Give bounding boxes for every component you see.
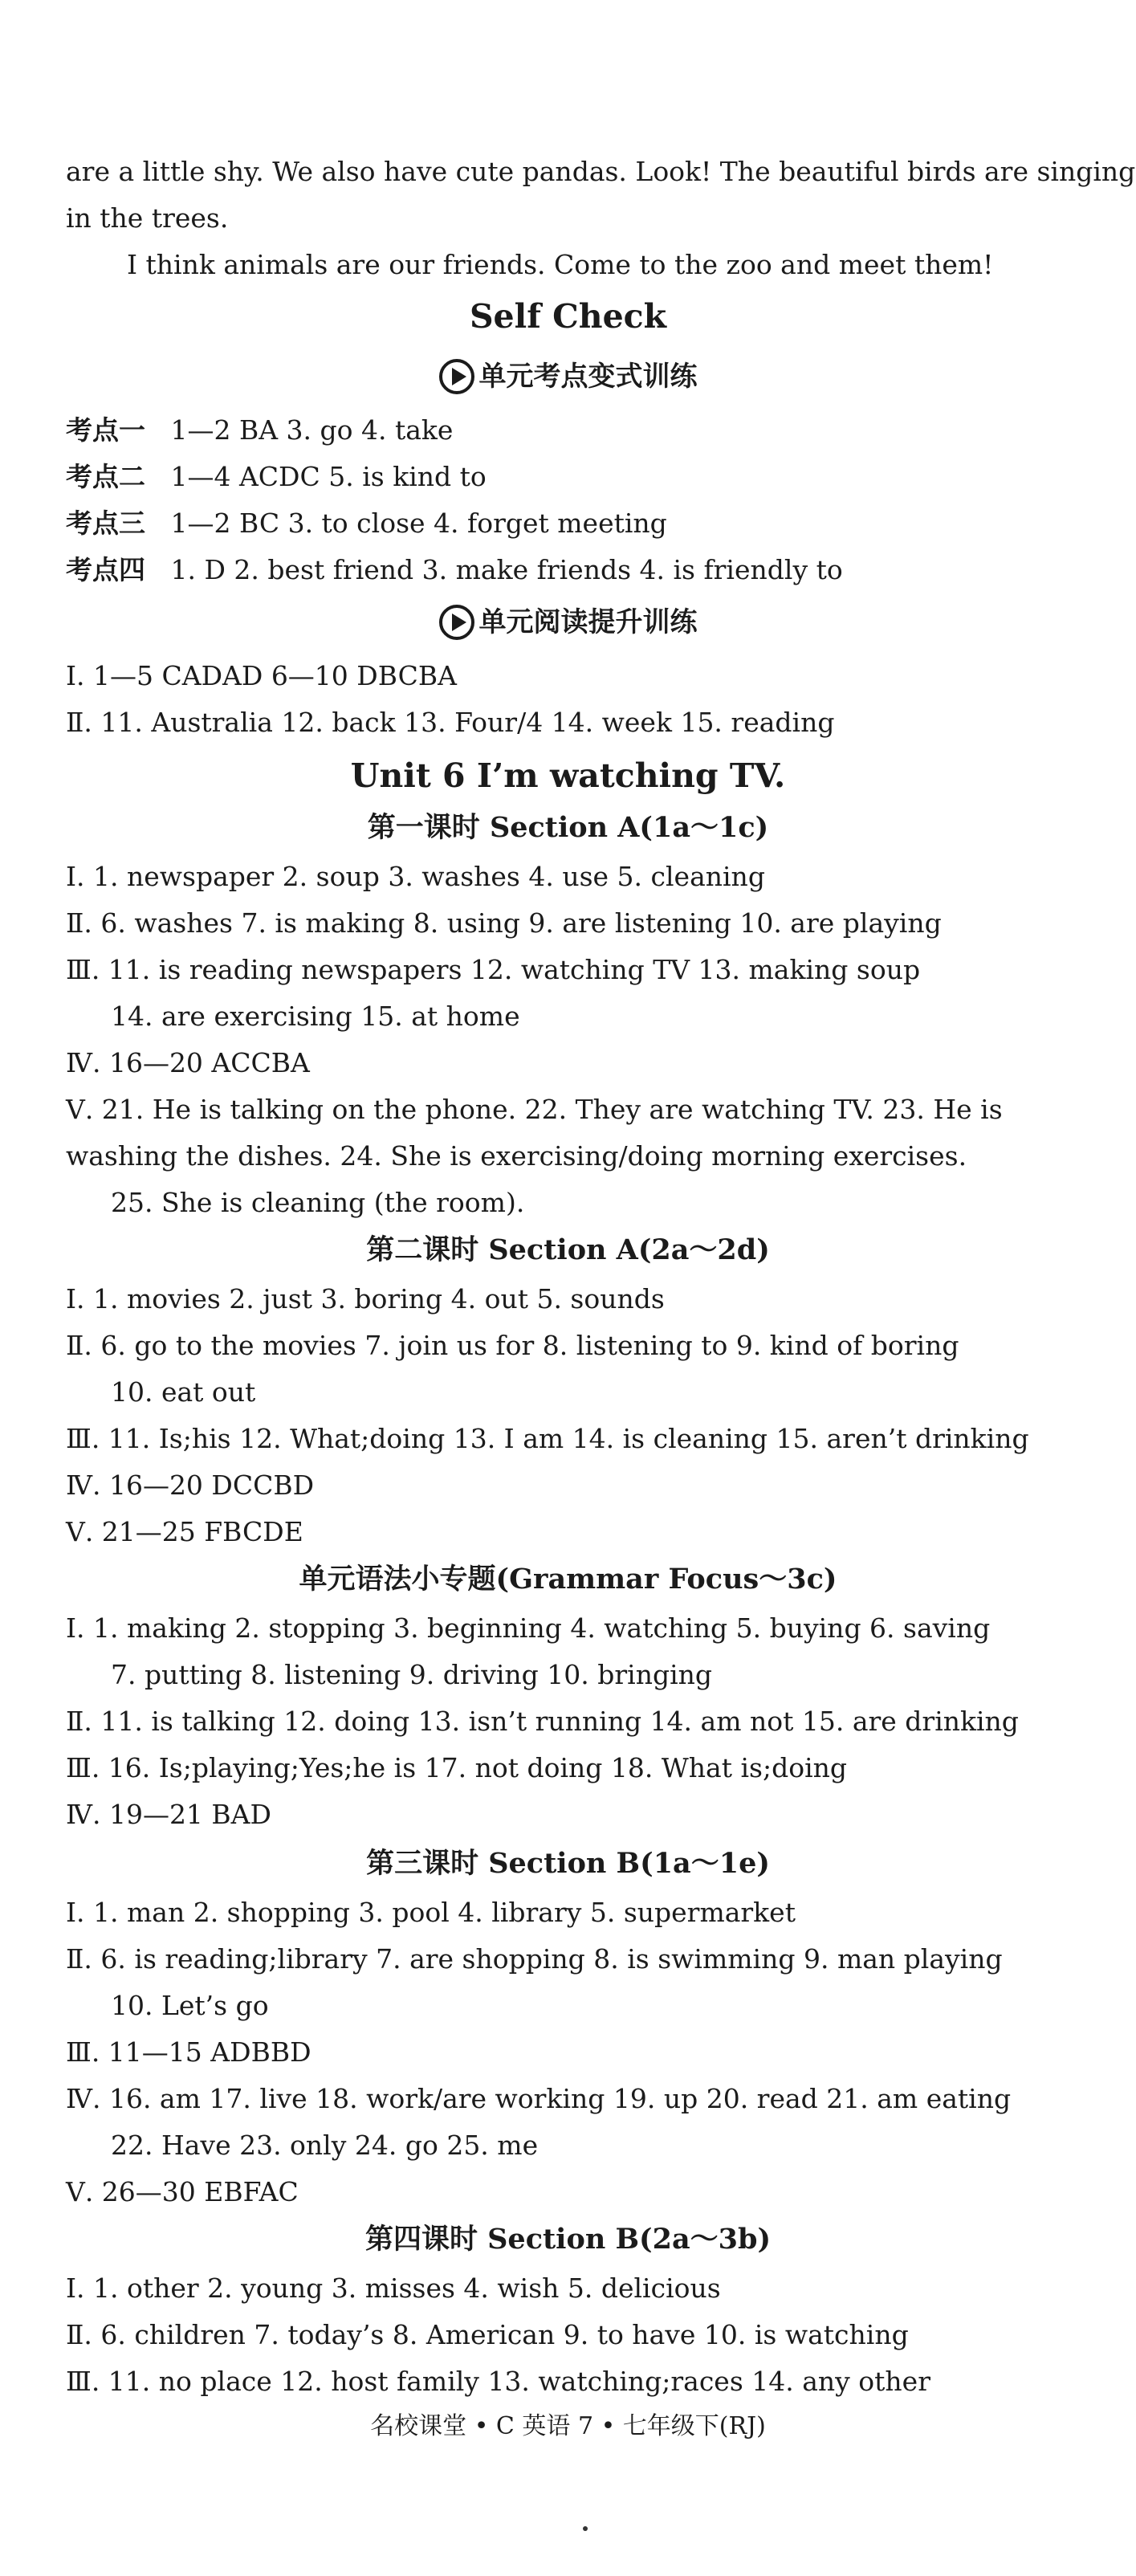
answer-line: Ⅰ. 1. movies 2. just 3. boring 4. out 5. sounds xyxy=(66,1283,665,1314)
answer-line: washing the dishes. 24. She is exercising/doing morning exercises. xyxy=(66,1140,967,1172)
lesson3-title: 第三课时 Section B(1a～1e) xyxy=(366,1847,770,1880)
kaodian-label: 考点三 xyxy=(66,507,145,539)
kaodian-row-2 xyxy=(66,458,487,496)
self-check-badge-1 xyxy=(0,357,1136,406)
lesson2-title: 第二课时 Section A(2a～2d) xyxy=(366,1233,770,1266)
answer-line: 22. Have 23. only 24. go 25. me xyxy=(111,2130,539,2161)
answer-line: Ⅱ. 6. children 7. today’s 8. American 9. to have 10. is watching xyxy=(66,2319,909,2350)
kaodian-row-1 xyxy=(66,411,453,450)
self-check-title: Self Check xyxy=(469,297,667,336)
answer-line: Ⅰ. 1. other 2. young 3. misses 4. wish 5. delicious xyxy=(66,2272,721,2304)
grammar-title: 单元语法小专题(Grammar Focus～3c) xyxy=(299,1563,837,1596)
answer-line: Ⅲ. 16. Is;playing;Yes;he is 17. not doing 18. What is;doing xyxy=(66,1752,848,1783)
kaodian-text: 1. D 2. best friend 3. make friends 4. is friendly to xyxy=(170,554,843,585)
answer-line: Ⅰ. 1. making 2. stopping 3. beginning 4. watching 5. buying 6. saving xyxy=(66,1612,991,1644)
answer-line: Ⅰ. 1. man 2. shopping 3. pool 4. library 5. supermarket xyxy=(66,1897,796,1928)
answer-line: Ⅴ. 21—25 FBCDE xyxy=(66,1516,303,1547)
kaodian-text: 1—2 BA 3. go 4. take xyxy=(170,414,454,446)
self-check-badge-2 xyxy=(0,602,1136,651)
play-arrow-icon xyxy=(439,359,474,394)
kaodian-label: 考点四 xyxy=(66,554,145,585)
kaodian-row-3 xyxy=(66,504,667,543)
answer-line: 10. eat out xyxy=(111,1376,256,1408)
lesson4-title: 第四课时 Section B(2a～3b) xyxy=(364,2223,772,2256)
answer-line: Ⅱ. 11. is talking 12. doing 13. isn’t running 14. am not 15. are drinking xyxy=(66,1706,1019,1737)
page-footer: 名校课堂 • C 英语 7 • 七年级下(RJ) xyxy=(370,2412,766,2440)
answer-line: 10. Let’s go xyxy=(111,1990,269,2021)
intro-line-3: I think animals are our friends. Come to the zoo and meet them! xyxy=(127,249,994,280)
kaodian-text: 1—4 ACDC 5. is kind to xyxy=(170,461,487,492)
page-dot xyxy=(583,2526,588,2531)
lesson1-title: 第一课时 Section A(1a～1c) xyxy=(367,811,769,844)
answer-line: Ⅱ. 6. is reading;library 7. are shopping 8. is swimming 9. man playing xyxy=(66,1943,1003,1975)
answer-line: Ⅲ. 11. Is;his 12. What;doing 13. I am 14. is cleaning 15. aren’t drinking xyxy=(66,1423,1029,1454)
answer-line: Ⅳ. 16. am 17. live 18. work/are working 19. up 20. read 21. am eating xyxy=(66,2083,1012,2114)
answer-line: Ⅴ. 26—30 EBFAC xyxy=(66,2176,299,2207)
intro-line-2: in the trees. xyxy=(66,202,229,234)
play-arrow-icon xyxy=(439,605,474,640)
intro-line-1: are a little shy. We also have cute pandas. Look! The beautiful birds are singing xyxy=(66,156,1136,187)
answer-line: 25. She is cleaning (the room). xyxy=(111,1187,525,1218)
reading-row-1: Ⅰ. 1—5 CADAD 6—10 DBCBA xyxy=(66,660,457,691)
kaodian-row-4 xyxy=(66,551,843,589)
answer-line: Ⅳ. 16—20 DCCBD xyxy=(66,1469,315,1501)
answer-line: Ⅲ. 11—15 ADBBD xyxy=(66,2036,311,2068)
answer-line: Ⅲ. 11. is reading newspapers 12. watching TV 13. making soup xyxy=(66,954,921,985)
kaodian-label: 考点二 xyxy=(66,461,145,492)
answer-line: 14. are exercising 15. at home xyxy=(111,1001,520,1032)
kaodian-text: 1—2 BC 3. to close 4. forget meeting xyxy=(170,507,667,539)
kaodian-label: 考点一 xyxy=(66,414,145,446)
answer-line: Ⅴ. 21. He is talking on the phone. 22. They are watching TV. 23. He is xyxy=(66,1094,1003,1125)
badge-1-label: 单元考点变式训练 xyxy=(478,361,698,393)
reading-row-2: Ⅱ. 11. Australia 12. back 13. Four/4 14. week 15. reading xyxy=(66,707,835,738)
unit-title: Unit 6 I’m watching TV. xyxy=(350,756,786,795)
answer-line: Ⅱ. 6. go to the movies 7. join us for 8. listening to 9. kind of boring xyxy=(66,1330,959,1361)
answer-line: Ⅰ. 1. newspaper 2. soup 3. washes 4. use 5. cleaning xyxy=(66,861,765,892)
badge-2-label: 单元阅读提升训练 xyxy=(478,606,698,638)
answer-line: 7. putting 8. listening 9. driving 10. bringing xyxy=(111,1659,713,1690)
answer-line: Ⅲ. 11. no place 12. host family 13. watching;races 14. any other xyxy=(66,2366,930,2397)
answer-line: Ⅳ. 16—20 ACCBA xyxy=(66,1047,310,1078)
answer-line: Ⅳ. 19—21 BAD xyxy=(66,1799,271,1830)
answer-line: Ⅱ. 6. washes 7. is making 8. using 9. are listening 10. are playing xyxy=(66,907,942,939)
